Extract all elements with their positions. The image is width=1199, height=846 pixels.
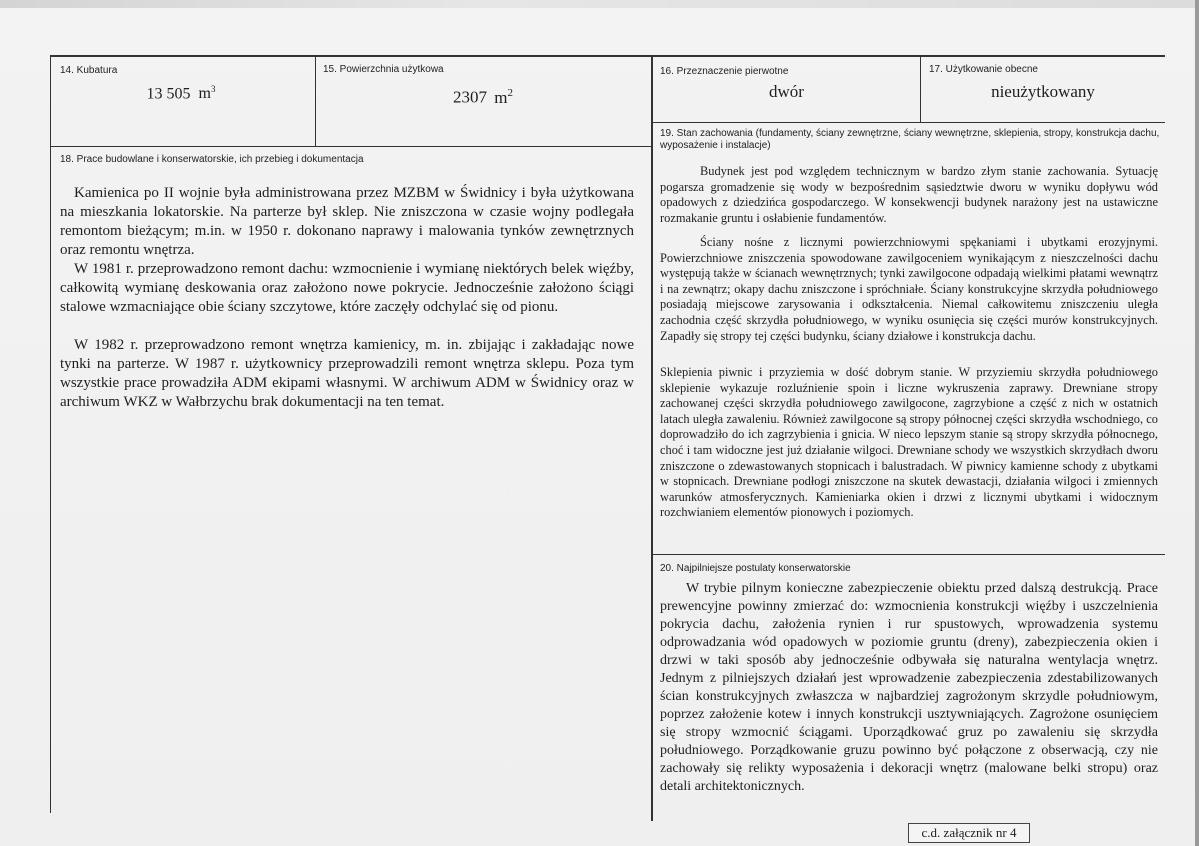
area-unit-sup: 2 xyxy=(507,87,513,99)
cubature-value: 13 505 xyxy=(146,85,191,103)
field-17-value: nieużytkowany xyxy=(991,82,1095,101)
field-19-paragraph-3: Sklepienia piwnic i przyziemia w dość dobrym stanie. W przyziemiu skrzydła południowego sklepienie wykazuje rozluźnienie spoin i liczne wykruszenia zaprawy. Drewniane stropy zachowanej części skrzydła południowego zawilgocone, zagrzybione a część z nich w ostatnich latach uległa zawaleniu. Również zawilgocone są stropy północnej części skrzydła wschodniego, co doprowadziło do ich zagrzybienia i gnicia. W nieco lepszym stanie są stropy skrzydła północnego, choć i tam widoczne jest już działanie wilgoci. Drewniane schody we wszystkich skrzydłach dworu zniszczone o zdewastowanych stopnicach i balustradach. W piwnicy kamienne schody z ubytkami w stopnicach. Drewniane podłogi zniszczone na skutek dewastacji, działania wilgoci i zmiennych warunków atmosferycznych. Kamieniarka okien i drzwi z licznymi ubytkami i widocznym rozchwianiem elementów pionowych i poziomych. xyxy=(660,365,1158,520)
area-unit: m xyxy=(494,87,508,107)
field-18-paragraph-2: W 1981 r. przeprowadzono remont dachu: wzmocnienie i wymianę niektórych belek więźby, całkowitą wymianę deskowania oraz założono nowe pokrycie. Jednocześnie założono ściągi stalowe wzmacniające obie ściany szczytowe, które zaczęły odchylać się od pionu. xyxy=(60,261,634,315)
scan-right-edge xyxy=(1195,0,1199,846)
field-15-label: 15. Powierzchnia użytkowa xyxy=(323,64,444,75)
field-19-paragraph-1: Budynek jest pod względem technicznym w bardzo złym stanie zachowania. Sytuację pogarsza gromadzenie się wody w bezpośrednim sąsiedztwie dworu w wyniku dopływu wód opadowych z dziedzińca gospodarczego. W konsekwencji budynek narażony jest na ustawiczne rozmakanie gruntu i osłabienie fundamentów. xyxy=(660,164,1158,225)
main-column-divider xyxy=(651,55,653,821)
row-divider-right-mid xyxy=(653,554,1165,555)
cubature-unit: m xyxy=(198,85,211,103)
field-16-label: 16. Przeznaczenie pierwotne xyxy=(660,66,789,77)
field-20-paragraph-1: W trybie pilnym konieczne zabezpieczenie obiektu przed dalszą destrukcją. Prace prewencyjne powinny zmierzać do: wzmocnienia konstrukcji więźby i uszczelnienia pokrycia dachu, założenia rynien i rur spustowych, wprowadzenia systemu odprowadzania wód opadowych w poziomie gruntu (dreny), zabezpieczenia okien i drzwi w taki sposób aby jednocześnie odbywała się naturalna wentylacja wnętrz. Jednym z pilniejszych działań jest wprowadzenie zabezpieczenia zdestabilizowanych ścian konstrukcyjnych zwłaszcza w najbardziej zagrożonym skrzydle południowym, poprzez założenie kotew i innych konstrukcji usztywniających. Zagrożone osunięciem się stropy wzmocnić ściągami. Uporządkować gruz po zawaleniu się skrzydła południowego. Porządkowanie gruzu powinno być połączone z obserwacją, czy nie zachowały się relikty wyposażenia i dekoracji wnętrz (malowane belki stropu) oraz detali architektonicznych. xyxy=(660,581,1158,794)
top-border xyxy=(50,55,1165,57)
field-20-label: 20. Najpilniejsze postulaty konserwatorskie xyxy=(660,563,851,574)
scan-top-edge xyxy=(0,0,1199,8)
attachment-note: c.d. załącznik nr 4 xyxy=(908,823,1030,843)
left-border xyxy=(50,55,51,813)
field-19-label: 19. Stan zachowania (fundamenty, ściany zewnętrzne, ściany wewnętrzne, sklepienia, stropy, konstrukcja dachu, wyposażenie i instalacje) xyxy=(660,128,1160,151)
cubature-unit-sup: 3 xyxy=(210,84,216,94)
field-18-paragraph-1: Kamienica po II wojnie była administrowana przez MZBM w Świdnicy i była użytkowana na mieszkania lokatorskie. Na parterze był sklep. Nie zniszczona w czasie wojny podlegała remontom bieżącym; m.in. w 1950 r. dokonano naprawy i malowania tynków zewnętrznych oraz remontu wnętrza. xyxy=(60,185,634,258)
field-14-label: 14. Kubatura xyxy=(60,65,118,76)
field-14-value xyxy=(50,84,312,103)
row-divider-left xyxy=(50,146,651,147)
field-15-value xyxy=(315,87,651,108)
field-16-value: dwór xyxy=(769,82,804,101)
field-18-paragraph-3: W 1982 r. przeprowadzono remont wnętrza kamienicy, m. in. zbijając i zakładając nowe tynki na parterze. W 1987 r. użytkownicy przeprowadzili remont wnętrza sklepu. Poza tym wszystkie prace prowadziła ADM ekipami własnymi. W archiwum ADM w Świdnicy oraz w archiwum WKZ w Wałbrzychu brak dokumentacji na ten temat. xyxy=(60,337,634,410)
field-18-label: 18. Prace budowlane i konserwatorskie, ich przebieg i dokumentacja xyxy=(60,154,364,165)
field-19-paragraph-2: Ściany nośne z licznymi powierzchniowymi spękaniami i ubytkami erozyjnymi. Powierzchniowe zniszczenia spowodowane zawilgoceniem wynikającym z nieszczelności dachu występują także w ścianach wewnętrznych; tynki zawilgocone odpadają wielkimi płatami wewnątrz i na zewnątrz; okapy dachu zniszczone i spróchniałe. Ściany konstrukcyjne skrzydła południowego posiadają miejscowe zarysowania i odkształcenia. Niemal całkowitemu zniszczeniu uległa zachodnia część skrzydła południowego, w wyniku osunięcia się części murów konstrukcyjnych. Zapadły się stropy tej części budynku, ściany działowe i konstrukcja dachu. xyxy=(660,235,1158,343)
area-value: 2307 xyxy=(453,87,487,107)
row-divider-right-top xyxy=(653,122,1165,123)
field-17-label: 17. Użytkowanie obecne xyxy=(929,64,1038,75)
